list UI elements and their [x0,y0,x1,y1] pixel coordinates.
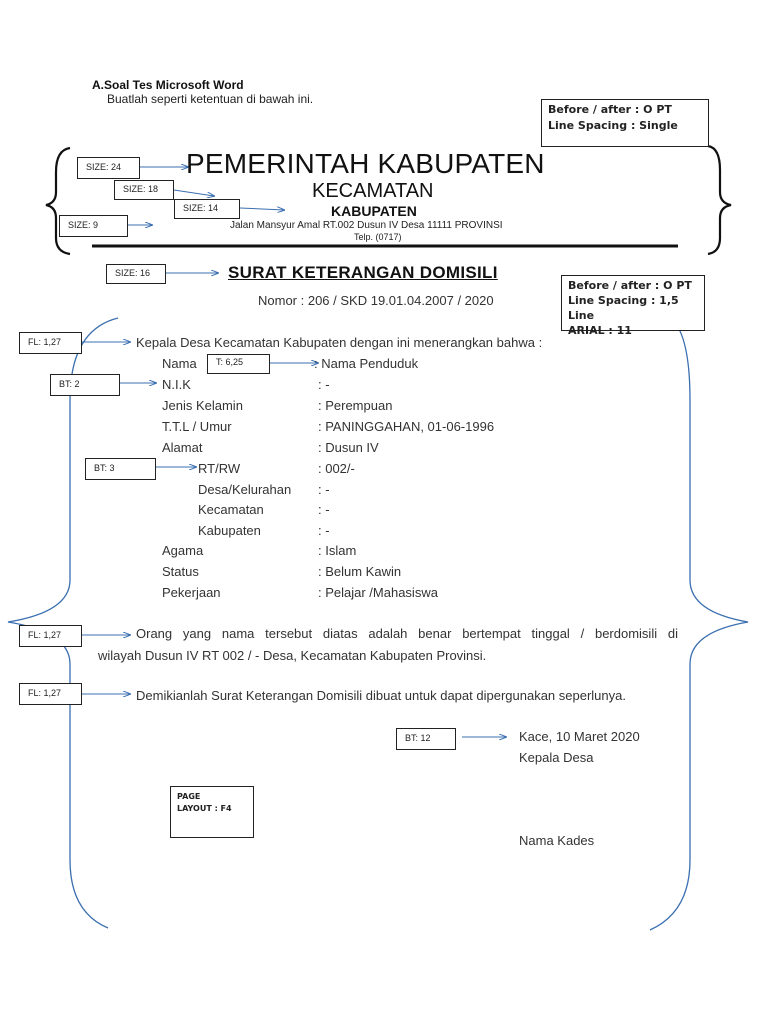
field-label-jenis-kelamin: Jenis Kelamin [162,398,243,413]
place-date: Kace, 10 Maret 2020 [519,729,640,744]
format-label-bt12: BT: 12 [396,728,456,750]
note-box-middle [561,275,705,337]
letterhead-line2: KECAMATAN [312,180,434,202]
field-value-nik: : - [318,377,330,392]
note-top-line2: Line Spacing : Single [548,119,678,132]
body-paragraph-line2: wilayah Dusun IV RT 002 / - Desa, Kecamatan Kabupaten Provinsi. [98,648,487,663]
field-label-kecamatan: Kecamatan [198,502,264,517]
right-brace-body [650,316,748,930]
format-label-bt3: BT: 3 [85,458,156,480]
note-mid-line2: Line Spacing : 1,5 Line [568,294,679,322]
size-label-9: SIZE: 9 [59,215,128,237]
size-label-24: SIZE: 24 [77,157,140,179]
left-brace-header [46,148,70,254]
field-label-rtrw: RT/RW [198,461,241,476]
left-brace-body [8,318,118,928]
field-value-pekerjaan: : Pelajar /Mahasiswa [318,585,438,600]
format-label-fl2: FL: 1,27 [19,625,82,647]
field-label-ttl: T.T.L / Umur [162,419,232,434]
signer-title: Kepala Desa [519,750,594,765]
letterhead-line1: PEMERINTAH KABUPATEN [186,148,545,179]
field-value-kecamatan: : - [318,502,330,517]
format-label-bt2: BT: 2 [50,374,120,396]
field-value-agama: : Islam [318,543,357,558]
letterhead-phone: Telp. (0717) [354,232,402,242]
note-box-top [541,99,709,147]
right-brace-header [708,146,731,254]
page-layout-note [170,786,254,838]
field-value-rtrw: : 002/- [318,461,355,476]
arrow-size18 [174,190,214,196]
field-label-desa: Desa/Kelurahan [198,482,292,497]
field-label-status: Status [162,564,199,579]
field-label-kabupaten: Kabupaten [198,523,261,538]
field-label-agama: Agama [162,543,204,558]
format-label-t625: T: 6,25 [207,354,270,374]
size-label-18: SIZE: 18 [114,180,174,200]
field-label-alamat: Alamat [162,440,203,455]
field-value-kabupaten: : - [318,523,330,538]
note-top-line1: Before / after : O PT [548,103,672,116]
field-value-alamat: : Dusun IV [318,440,379,455]
letter-title: SURAT KETERANGAN DOMISILI [228,263,498,282]
field-label-nama: Nama [162,356,197,371]
letter-number: Nomor : 206 / SKD 19.01.04.2007 / 2020 [258,293,494,308]
field-value-ttl: : PANINGGAHAN, 01-06-1996 [318,419,495,434]
field-value-nama: : Nama Penduduk [314,356,419,371]
signer-name: Nama Kades [519,833,595,848]
instruction-title: A.Soal Tes Microsoft Word [92,78,244,92]
letterhead-address: Jalan Mansyur Amal RT.002 Dusun IV Desa 11111 PROVINSI [230,220,503,231]
size-label-14: SIZE: 14 [174,199,240,219]
closing-paragraph: Demikianlah Surat Keterangan Domisili dibuat untuk dapat dipergunakan seperlunya. [136,688,626,703]
page-note-line2: LAYOUT : F4 [177,804,232,813]
size-label-16: SIZE: 16 [106,264,166,284]
letter-opening: Kepala Desa Kecamatan Kabupaten dengan ini menerangkan bahwa : [136,335,543,350]
field-label-nik: N.I.K [162,377,191,392]
page-note-line1: PAGE [177,792,201,801]
field-label-pekerjaan: Pekerjaan [162,585,221,600]
note-mid-line3: ARIAL : 11 [568,324,632,337]
letterhead-line3: KABUPATEN [331,203,417,219]
note-mid-line1: Before / after : O PT [568,279,692,292]
format-label-fl1: FL: 1,27 [19,332,82,354]
field-value-jenis-kelamin: : Perempuan [318,398,393,413]
body-paragraph-line1: Orang yang nama tersebut diatas adalah benar bertempat tinggal / berdomisili di [136,626,678,641]
instruction-subtitle: Buatlah seperti ketentuan di bawah ini. [107,92,314,106]
arrow-size14 [240,208,284,210]
format-label-fl3: FL: 1,27 [19,683,82,705]
field-value-status: : Belum Kawin [318,564,402,579]
field-value-desa: : - [318,482,330,497]
